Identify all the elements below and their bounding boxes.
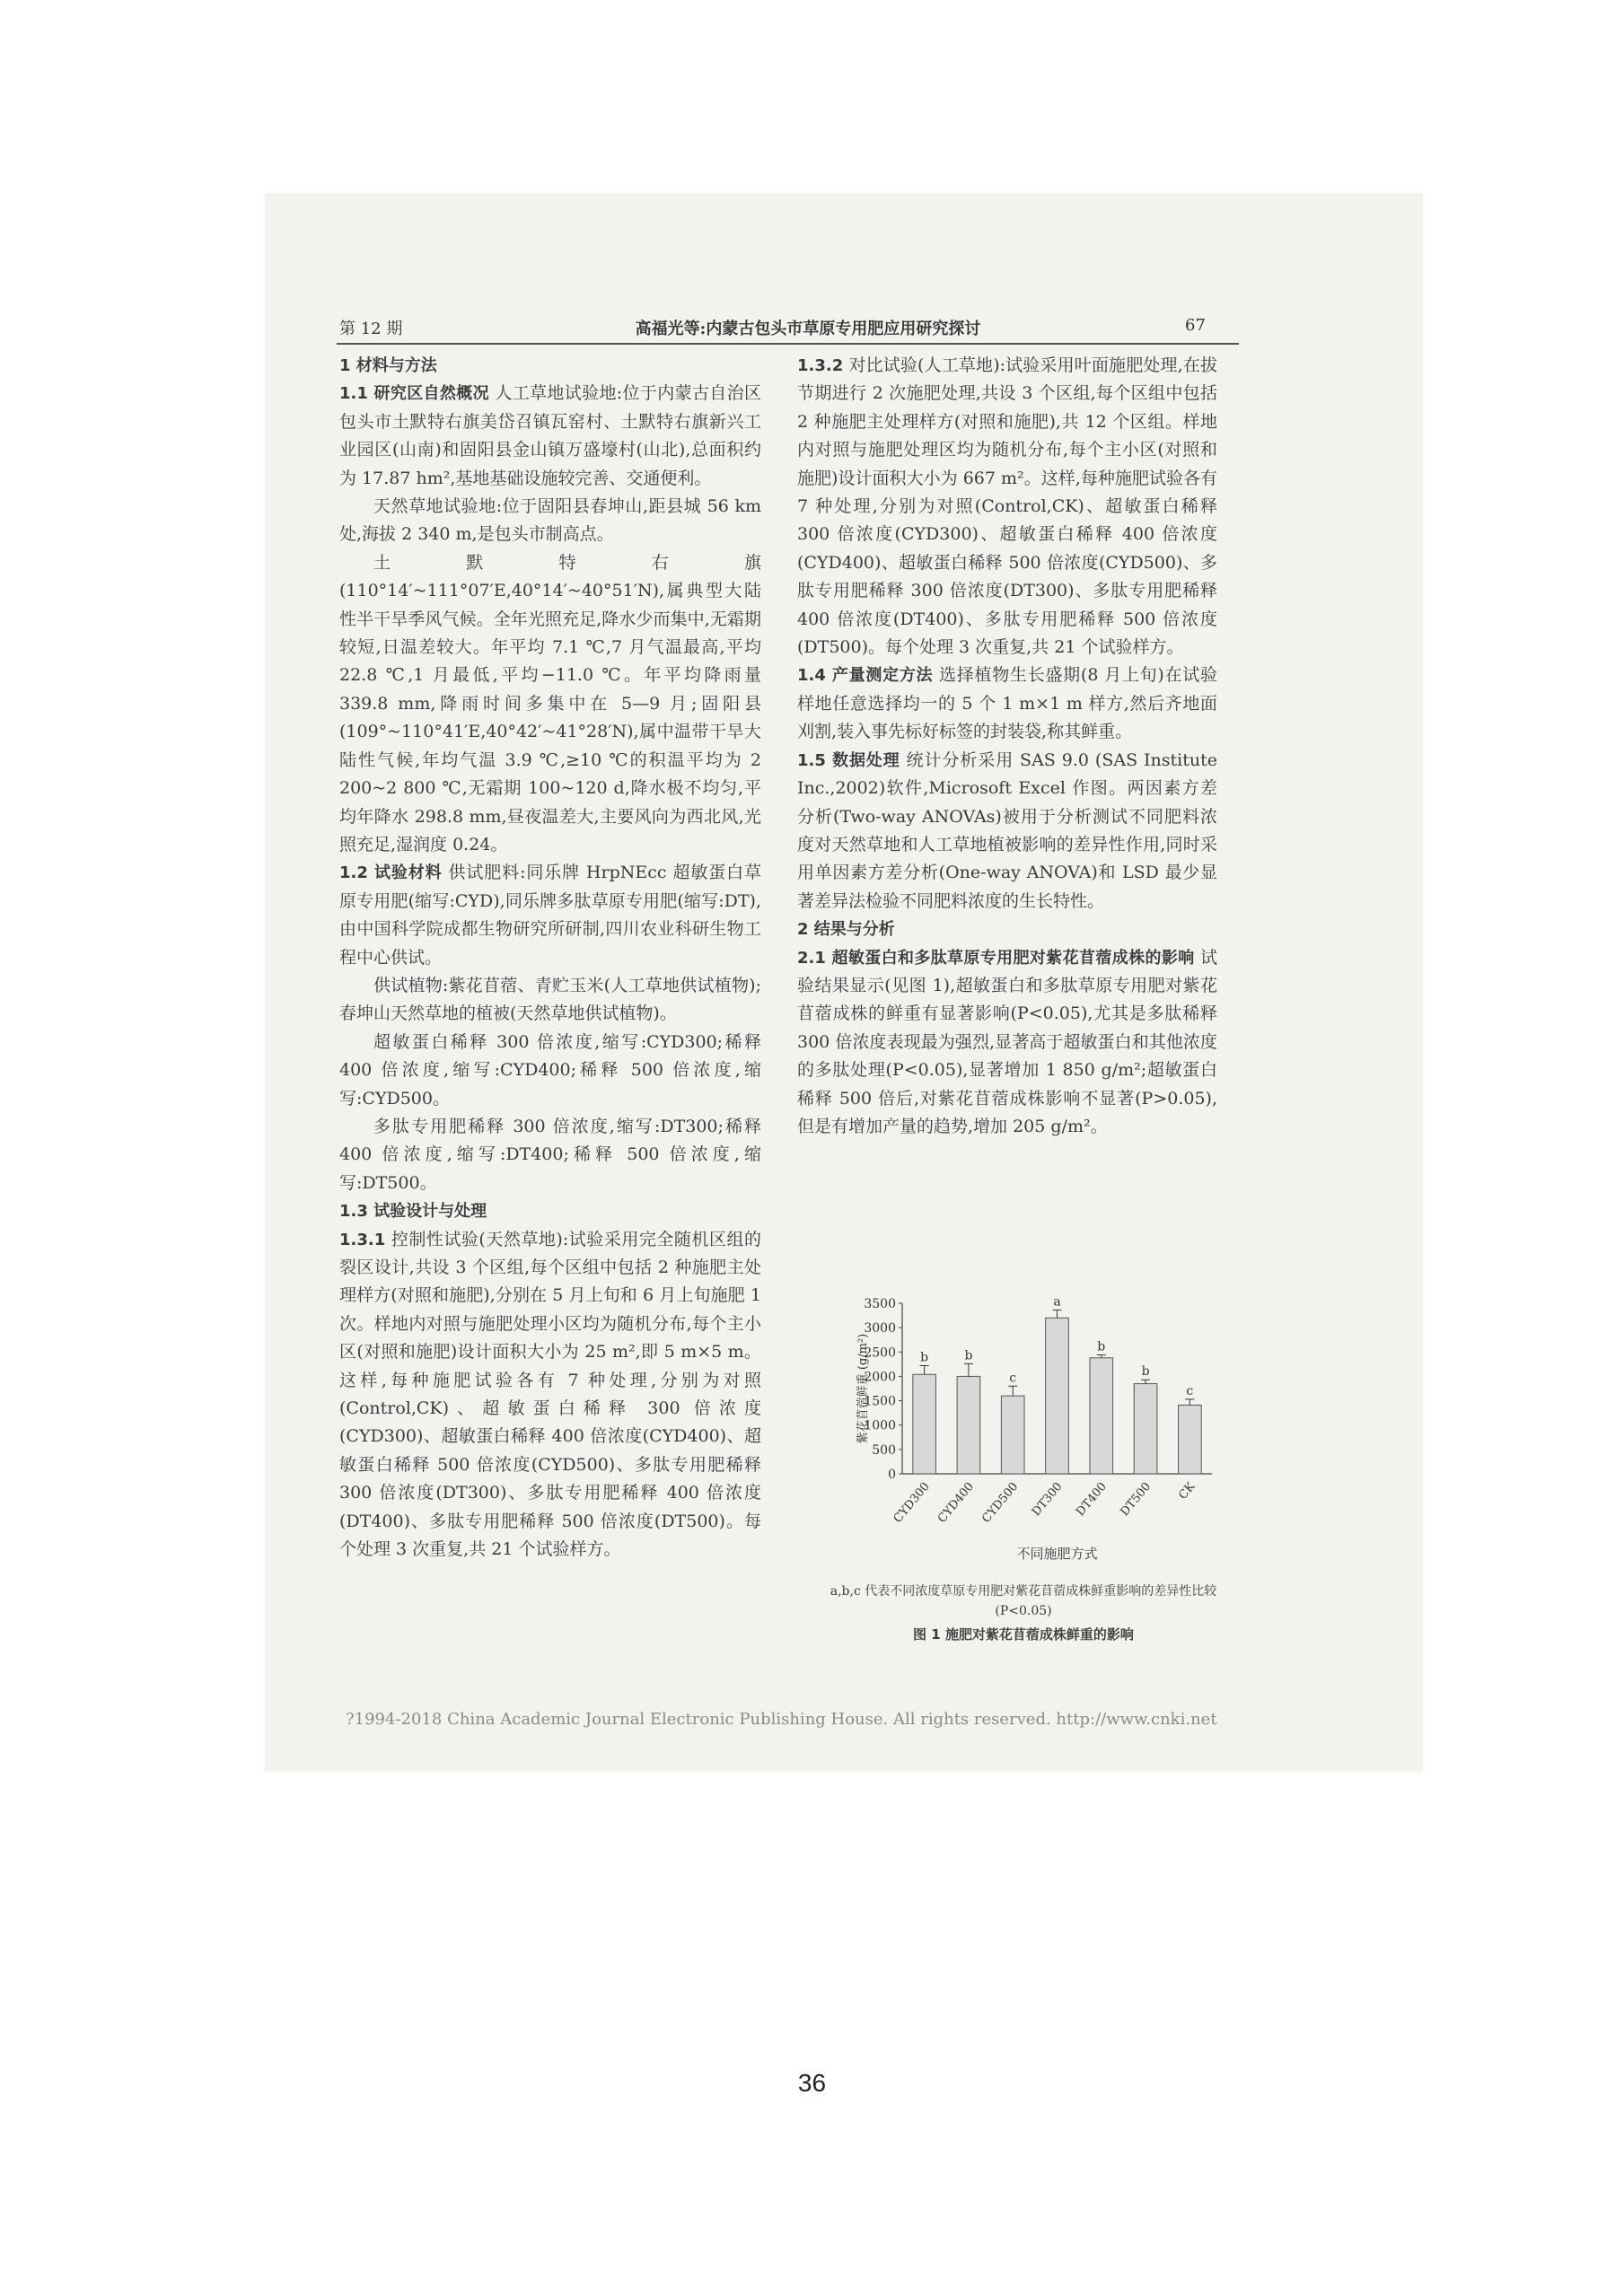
y-tick-label: 2000 xyxy=(864,1370,896,1385)
x-tick-label: CYD400 xyxy=(935,1479,977,1526)
significance-letter: a xyxy=(1053,1294,1061,1310)
paragraph-text: 对比试验(人工草地):试验采用叶面施肥处理,在拔节期进行 2 次施肥处理,共设 3 个区组,每个区组中包括 2 种施肥主处理样方(对照和施肥),共 12 个区组。样地内对照与施肥处理区均为随机分布,每个主小区(对照和施肥)设计面积大小为 667 m²。这样,每种施肥试验各有 7 种处理,分别为对照(Control,CK)、超敏蛋白稀释 300 倍浓度(CYD300)、超敏蛋白稀释 400 倍浓度(CYD400)、超敏蛋白稀释 500 倍浓度(CYD500)、多肽专用肥稀释 300 倍浓度(DT300)、多肽专用肥稀释 400 倍浓度(DT400)、多肽专用肥稀释 500 倍浓度(DT500)。每个处理 3 次重复,共 21 个试验样方。 xyxy=(797,355,1217,658)
significance-letter: b xyxy=(1141,1364,1150,1380)
subsection-lead: 1.5 数据处理 xyxy=(797,750,900,770)
y-axis-label: 紫花苜蓿鲜重 (g/m²) xyxy=(856,1333,870,1444)
subsection-lead: 1.2 试验材料 xyxy=(339,863,443,883)
bar xyxy=(1134,1384,1157,1474)
journal-page: 67 xyxy=(1185,316,1206,335)
bar-chart xyxy=(812,1293,1234,1562)
subsection-lead: 2.1 超敏蛋白和多肽草原专用肥对紫花苜蓿成株的影响 xyxy=(797,948,1195,968)
right-column xyxy=(797,352,1217,1141)
y-tick-label: 500 xyxy=(872,1442,896,1458)
significance-letter: b xyxy=(920,1350,929,1365)
paragraph-text: 多肽专用肥稀释 300 倍浓度,缩写:DT300;稀释 400 倍浓度,缩写:DT400;稀释 500 倍浓度,缩写:DT500。 xyxy=(339,1116,761,1193)
journal-issue: 第 12 期 xyxy=(339,320,403,338)
y-tick-label: 0 xyxy=(888,1468,896,1482)
bar xyxy=(1046,1318,1069,1474)
paragraph-text: 人工草地试验地:位于内蒙古自治区包头市土默特右旗美岱召镇瓦窑村、土默特右旗新兴工业园区(山南)和固阳县金山镇万盛壕村(山北),总面积约为 17.87 hm²,基地基础设施较完善、交通便利。 xyxy=(339,383,761,488)
x-tick-label: DT300 xyxy=(1029,1479,1066,1520)
page-number: 36 xyxy=(797,2069,827,2097)
bar xyxy=(1090,1358,1113,1474)
x-tick-label: CYD500 xyxy=(979,1479,1022,1526)
section-heading: 1.3 试验设计与处理 xyxy=(339,1202,487,1222)
y-tick-label: 3000 xyxy=(864,1321,896,1336)
subsection-lead: 1.3.1 xyxy=(339,1230,386,1249)
figure-1-chart xyxy=(812,1293,1234,1562)
significance-letter: b xyxy=(1097,1339,1106,1354)
body-paragraph xyxy=(339,493,761,549)
paragraph-text: 试验结果显示(见图 1),超敏蛋白和多肽草原专用肥对紫花苜蓿成株的鲜重有显著影响(P<0.05),尤其是多肽稀释 300 倍浓度表现最为强烈,显著高于超敏蛋白和其他浓度的多肽处理(P<0.05),显著增加 1 850 g/m²;超敏蛋白稀释 500 倍后,对紫花苜蓿成株影响不显著(P>0.05),但是有增加产量的趋势,增加 205 g/m²。 xyxy=(797,947,1218,1136)
paragraph-text: 天然草地试验地:位于固阳县春坤山,距县城 56 km 处,海拔 2 340 m,是包头市制高点。 xyxy=(339,496,761,545)
paragraph-text: 供试肥料:同乐牌 HrpNEcc 超敏蛋白草原专用肥(缩写:CYD),同乐牌多肽草原专用肥(缩写:DT),由中国科学院成都生物研究所研制,四川农业科研生物工程中心供试。 xyxy=(339,863,761,968)
body-paragraph xyxy=(339,972,761,1029)
y-tick-label: 1500 xyxy=(864,1394,896,1409)
significance-letter: c xyxy=(1186,1383,1194,1398)
left-column xyxy=(339,352,761,1564)
subsection-lead: 1.1 研究区自然概况 xyxy=(339,384,489,404)
paragraph-text: 超敏蛋白稀释 300 倍浓度,缩写:CYD300;稀释 400 倍浓度,缩写:CYD400;稀释 500 倍浓度,缩写:CYD500。 xyxy=(339,1031,761,1109)
x-tick-label: CYD300 xyxy=(891,1479,933,1526)
body-paragraph xyxy=(339,859,761,972)
body-paragraph xyxy=(797,662,1217,746)
x-axis-label: 不同施肥方式 xyxy=(1016,1546,1098,1562)
paragraph-text: 控制性试验(天然草地):试验采用完全随机区组的裂区设计,共设 3 个区组,每个区组中包括 2 种施肥主处理样方(对照和施肥),分别在 5 月上旬和 6 月上旬施肥 1 次。样地内对照与施肥处理小区均为随机分布,每个主小区(对照和施肥)设计面积大小为 25 m²,即 5 m×5 m。这样,每种施肥试验各有 7 种处理,分别为对照(Control,CK)、超敏蛋白稀释 300 倍浓度(CYD300)、超敏蛋白稀释 400 倍浓度(CYD400)、超敏蛋白稀释 500 倍浓度(CYD500)、多肽专用肥稀释 300 倍浓度(DT300)、多肽专用肥稀释 400 倍浓度(DT400)、多肽专用肥稀释 500 倍浓度(DT500)。每个处理 3 次重复,共 21 个试验样方。 xyxy=(339,1229,761,1560)
bar xyxy=(1179,1405,1202,1474)
paragraph-text: 统计分析采用 SAS 9.0 (SAS Institute Inc.,2002)软件,Microsoft Excel 作图。两因素方差分析(Two-way ANOVAs)被用于分析测试不同肥料浓度对天然草地和人工草地植被影响的差异性作用,同时采用单因素方差分析(One-way ANOVA)和 LSD 最少显著差异法检验不同肥料浓度的生长特性。 xyxy=(797,749,1217,911)
body-paragraph xyxy=(797,747,1217,916)
header-rule xyxy=(337,343,1239,345)
paragraph-text: 选择植物生长盛期(8 月上旬)在试验样地任意选择均一的 5 个 1 m×1 m 样方,然后齐地面刈割,装入事先标好标签的封装袋,称其鲜重。 xyxy=(797,665,1217,742)
paragraph-text: 供试植物:紫花苜蓿、青贮玉米(人工草地供试植物);春坤山天然草地的植被(天然草地供试植物)。 xyxy=(339,975,761,1024)
y-tick-label: 3500 xyxy=(864,1297,896,1311)
running-title: 高福光等:内蒙古包头市草原专用肥应用研究探讨 xyxy=(635,320,981,338)
x-tick-label: DT400 xyxy=(1074,1479,1110,1520)
copyright-line: ?1994-2018 China Academic Journal Electronic Publishing House. All rights reserved. http://www.cnki.net xyxy=(346,1710,1217,1729)
bar xyxy=(957,1376,980,1474)
bar xyxy=(1001,1396,1024,1474)
section-heading: 2 结果与分析 xyxy=(797,920,895,940)
figure-caption: 图 1 施肥对紫花苜蓿成株鲜重的影响 xyxy=(913,1626,1134,1643)
y-tick-label: 2500 xyxy=(864,1345,896,1361)
significance-letter: b xyxy=(964,1348,973,1363)
figure-note: a,b,c 代表不同浓度草原专用肥对紫花苜蓿成株鲜重影响的差异性比较(P<0.05) xyxy=(830,1584,1217,1618)
body-paragraph xyxy=(797,944,1217,1142)
body-paragraph xyxy=(339,1113,761,1197)
y-tick-label: 1000 xyxy=(864,1418,896,1433)
subsection-lead: 1.3.2 xyxy=(797,356,844,375)
significance-letter: c xyxy=(1009,1371,1017,1386)
body-paragraph xyxy=(797,352,1217,662)
subsection-lead: 1.4 产量测定方法 xyxy=(797,666,934,686)
x-tick-label: CK xyxy=(1176,1479,1198,1503)
bar xyxy=(913,1374,936,1474)
section-heading: 1 材料与方法 xyxy=(339,356,437,375)
body-paragraph xyxy=(339,1029,761,1113)
x-tick-label: DT500 xyxy=(1118,1479,1154,1520)
paragraph-text: 土默特右旗(110°14′~111°07′E,40°14′~40°51′N),属典型大陆性半干旱季风气候。全年光照充足,降水少而集中,无霜期较短,日温差较大。年平均 7.1 ℃,7 月气温最高,平均 22.8 ℃,1 月最低,平均−11.0 ℃。年平均降雨量 339.8 mm,降雨时间多集中在 5—9 月;固阳县(109°~110°41′E,40°42′~41°28′N),属中温带干旱大陆性气候,年均气温 3.9 ℃,≥10 ℃的积温平均为 2 200~2 800 ℃,无霜期 100~120 d,降水极不均匀,平均年降水 298.8 mm,昼夜温差大,主要风向为西北风,光照充足,湿润度 0.24。 xyxy=(339,552,761,854)
body-paragraph xyxy=(339,1226,761,1564)
body-paragraph xyxy=(339,380,761,493)
body-paragraph xyxy=(339,549,761,859)
